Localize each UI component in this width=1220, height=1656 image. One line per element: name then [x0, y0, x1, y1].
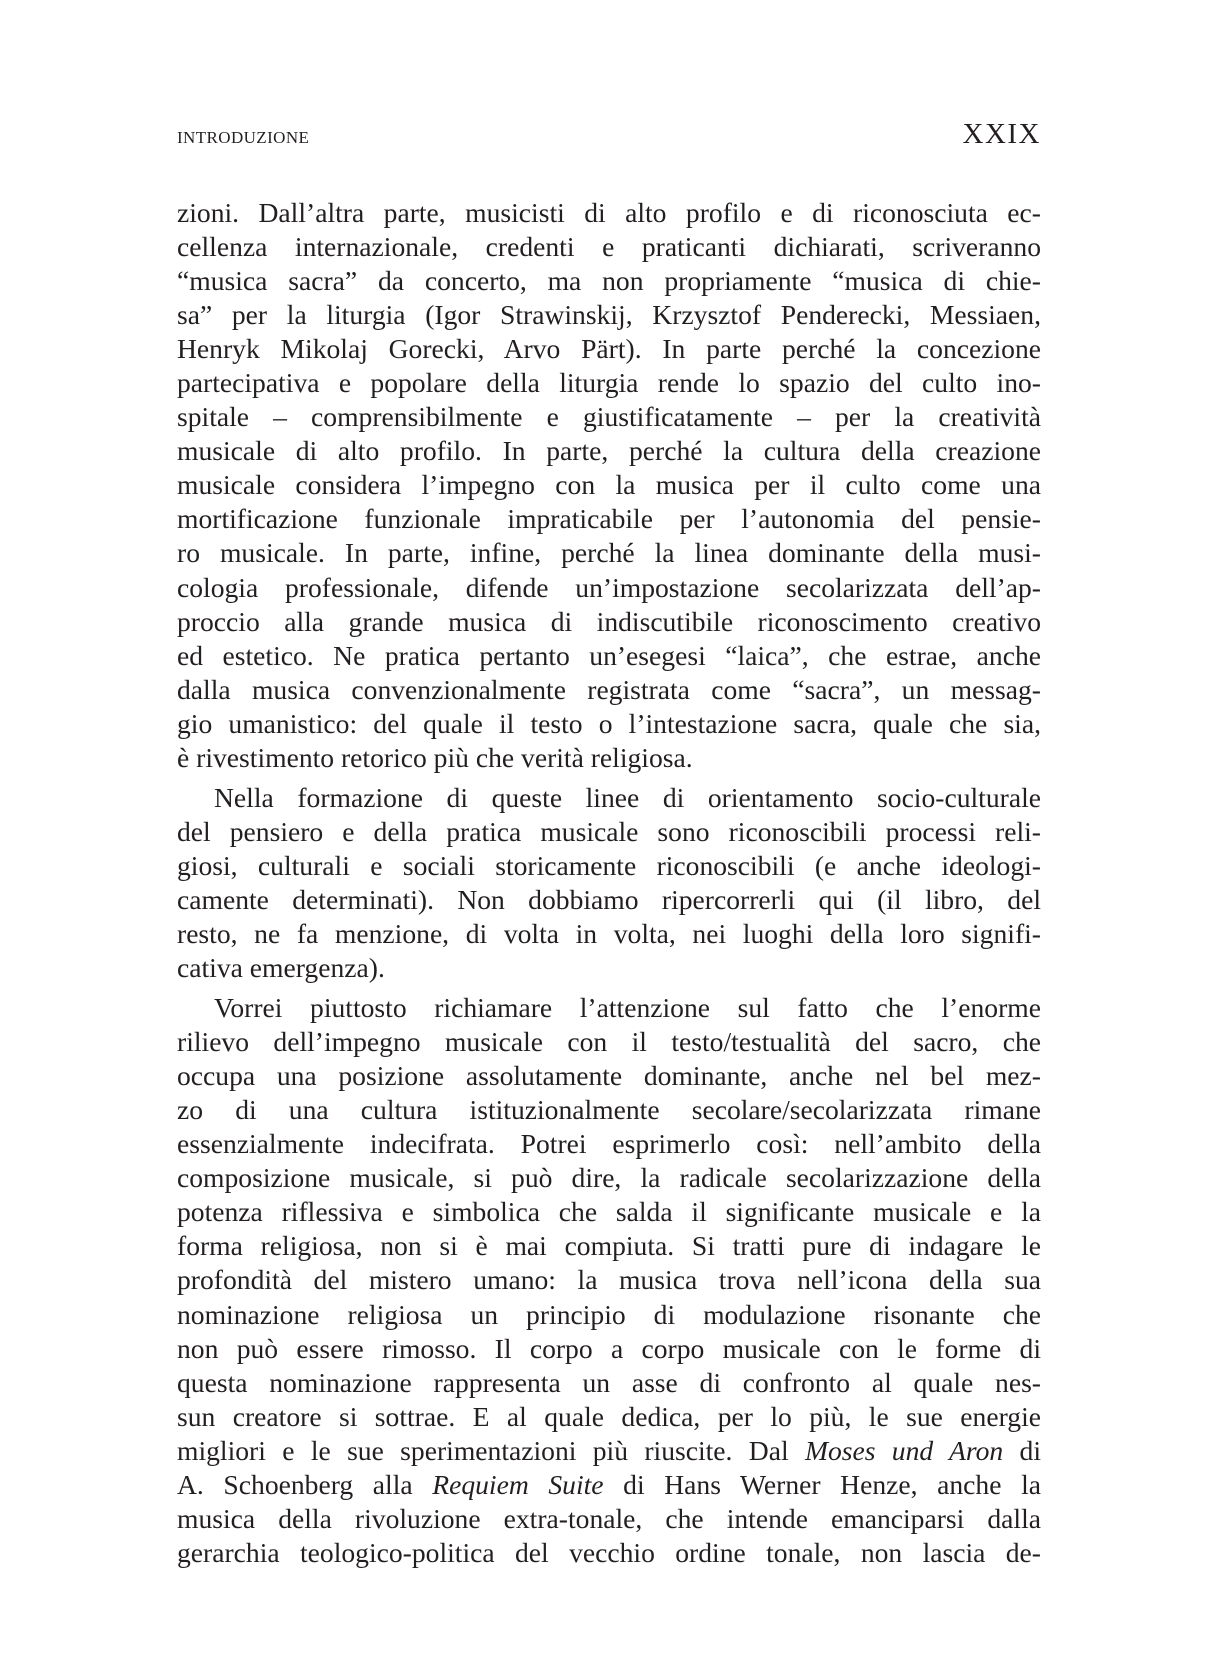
text-line: dalla musica convenzionalmente registrata come “sacra”, un messag-: [177, 673, 1041, 705]
work-title: Moses und Aron: [804, 1434, 1004, 1466]
work-title: Requiem Suite: [432, 1468, 604, 1500]
text-fragment: di Hans Werner Henze, anche la: [603, 1468, 1041, 1500]
paragraph-2: [177, 781, 1041, 985]
text-line: potenza riflessiva e simbolica che salda il significante musicale e la: [177, 1196, 1041, 1228]
text-line: Henryk Mikolaj Gorecki, Arvo Pärt). In parte perché la concezione: [177, 333, 1041, 365]
page-header: [177, 118, 1041, 158]
text-line: gio umanistico: del quale il testo o l’intestazione sacra, quale che sia,: [177, 707, 1041, 739]
text-fragment: A. Schoenberg alla: [177, 1468, 433, 1500]
text-line: essenzialmente indecifrata. Potrei esprimerlo così: nell’ambito della: [177, 1128, 1041, 1160]
running-head: INTRODUZIONE: [177, 128, 310, 147]
text-line: musicale di alto profilo. In parte, perché la cultura della creazione: [177, 435, 1041, 467]
text-line: “musica sacra” da concerto, ma non propriamente “musica di chie-: [177, 265, 1041, 297]
text-line: forma religiosa, non si è mai compiuta. Si tratti pure di indagare le: [177, 1230, 1041, 1262]
text-line: [177, 1434, 1041, 1468]
text-line: Nella formazione di queste linee di orientamento socio-culturale: [214, 781, 1041, 813]
text-line: composizione musicale, si può dire, la radicale secolarizzazione della: [177, 1162, 1041, 1194]
text-line: ed estetico. Ne pratica pertanto un’esegesi “laica”, che estrae, anche: [177, 639, 1041, 671]
text-fragment: migliori e le sue sperimentazioni più riuscite. Dal: [177, 1434, 805, 1466]
text-line: è rivestimento retorico più che verità religiosa.: [177, 741, 693, 773]
text-line: sa” per la liturgia (Igor Strawinskij, Krzysztof Penderecki, Messiaen,: [177, 299, 1041, 331]
text-line: resto, ne fa menzione, di volta in volta, nei luoghi della loro signifi-: [177, 917, 1041, 949]
text-line: [177, 1468, 1041, 1502]
text-line: camente determinati). Non dobbiamo ripercorrerli qui (il libro, del: [177, 883, 1041, 915]
text-line: partecipativa e popolare della liturgia rende lo spazio del culto ino-: [177, 367, 1041, 399]
text-line: zioni. Dall’altra parte, musicisti di alto profilo e di riconosciuta ec-: [177, 197, 1041, 228]
paragraph-3: [177, 991, 1041, 1570]
text-line: spitale – comprensibilmente e giustificatamente – per la creatività: [177, 401, 1041, 433]
body-text: [177, 196, 1041, 1570]
text-line: ro musicale. In parte, infine, perché la linea dominante della musi-: [177, 537, 1041, 569]
text-line: nominazione religiosa un principio di modulazione risonante che: [177, 1298, 1041, 1330]
text-line: musica della rivoluzione extra-tonale, che intende emanciparsi dalla: [177, 1502, 1041, 1534]
text-fragment: di: [1003, 1434, 1041, 1466]
text-line: Vorrei piuttosto richiamare l’attenzione sul fatto che l’enorme: [214, 992, 1041, 1024]
text-line: mortificazione funzionale impraticabile per l’autonomia del pensie-: [177, 503, 1041, 535]
text-line: rilievo dell’impegno musicale con il testo/testualità del sacro, che: [177, 1026, 1041, 1058]
text-line: profondità del mistero umano: la musica trova nell’icona della sua: [177, 1264, 1041, 1296]
page-number: XXIX: [962, 118, 1041, 150]
text-line: gerarchia teologico-politica del vecchio ordine tonale, non lascia de-: [177, 1536, 1041, 1568]
text-line: non può essere rimosso. Il corpo a corpo musicale con le forme di: [177, 1332, 1041, 1364]
text-line: cativa emergenza).: [177, 952, 385, 984]
text-line: zo di una cultura istituzionalmente secolare/secolarizzata rimane: [177, 1094, 1041, 1126]
text-line: giosi, culturali e sociali storicamente riconoscibili (e anche ideologi-: [177, 849, 1041, 881]
text-line: cologia professionale, difende un’impostazione secolarizzata dell’ap-: [177, 571, 1041, 603]
text-line: sun creatore si sottrae. E al quale dedica, per lo più, le sue energie: [177, 1400, 1041, 1432]
paragraph-1: [177, 196, 1041, 775]
text-line: proccio alla grande musica di indiscutibile riconoscimento creativo: [177, 605, 1041, 637]
text-line: cellenza internazionale, credenti e praticanti dichiarati, scriveranno: [177, 231, 1041, 263]
text-line: occupa una posizione assolutamente dominante, anche nel bel mez-: [177, 1060, 1041, 1092]
text-line: questa nominazione rappresenta un asse di confronto al quale nes-: [177, 1366, 1041, 1398]
text-line: del pensiero e della pratica musicale sono riconoscibili processi reli-: [177, 815, 1041, 847]
text-line: musicale considera l’impegno con la musica per il culto come una: [177, 469, 1041, 501]
